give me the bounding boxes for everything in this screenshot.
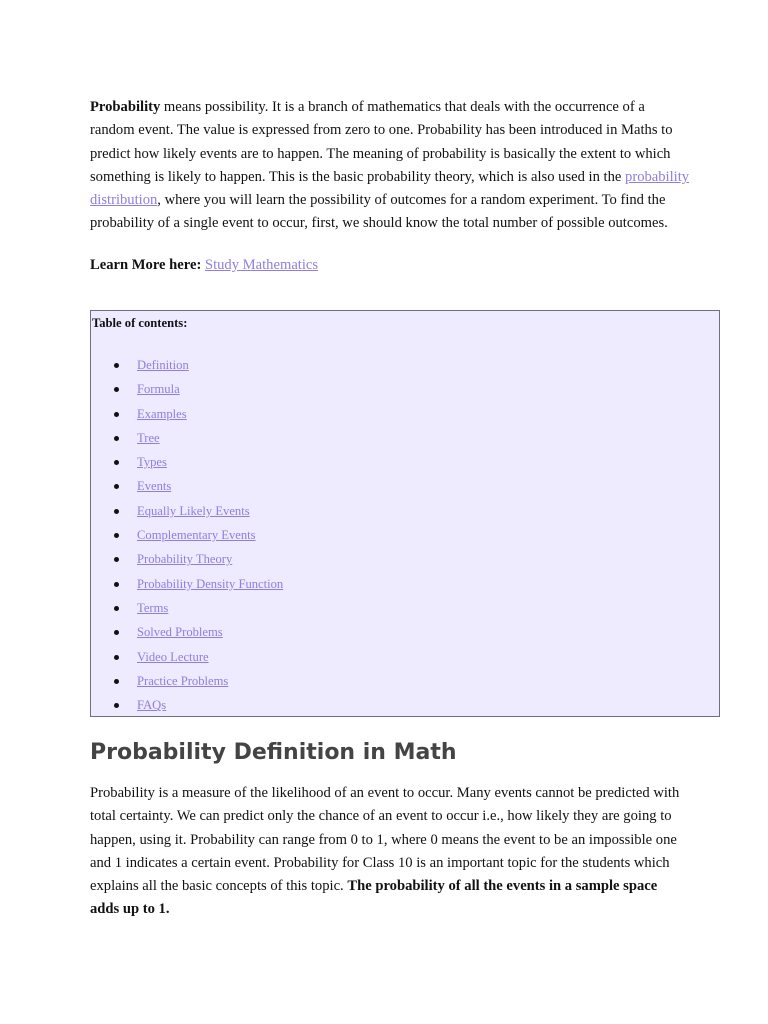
study-mathematics-link[interactable]: Study Mathematics [204,256,319,273]
bullet-icon [114,703,119,708]
toc-item-faqs [91,693,283,717]
toc-list [91,353,283,717]
learn-more-label: Learn More here: [90,256,202,273]
bullet-icon [114,387,119,392]
toc-link-faqs[interactable]: FAQs [137,698,167,713]
intro-text-after-link: , where you will learn the possibility of outcomes for a random experiment. To find the probability of a single event to occur, first, we should know the total number of possible outcomes. [90,192,668,232]
toc-link-equally-likely-events[interactable]: Equally Likely Events [137,503,250,518]
bullet-icon [114,484,119,489]
definition-heading: Probability Definition in Math [90,740,457,765]
intro-text-before-link: means possibility. It is a branch of mathematics that deals with the occurrence of a random event. The value is expressed from zero to one. Probability has been introduced in Maths to predict how likely events are to happen. The meaning of probability is basically the extent to which something is likely to happen. This is the basic probability theory, which is also used in the [90,99,673,185]
intro-block [90,96,690,277]
bullet-icon [114,557,119,562]
toc-item-formula [91,377,283,401]
toc-item-probability-density-function [91,572,283,596]
bullet-icon [114,460,119,465]
bullet-icon [114,533,119,538]
toc-link-terms[interactable]: Terms [137,600,169,615]
toc-item-solved-problems [91,620,283,644]
toc-item-video-lecture [91,645,283,669]
bullet-icon [114,412,119,417]
toc-link-solved-problems[interactable]: Solved Problems [137,625,223,640]
toc-link-complementary-events[interactable]: Complementary Events [137,528,256,543]
toc-item-equally-likely-events [91,499,283,523]
intro-paragraph [90,96,690,236]
toc-link-formula[interactable]: Formula [137,382,180,397]
bullet-icon [114,363,119,368]
toc-link-events[interactable]: Events [137,479,172,494]
bullet-icon [114,582,119,587]
toc-item-probability-theory [91,547,283,571]
table-of-contents [90,310,720,717]
definition-text: Probability is a measure of the likelihood of an event to occur. Many events cannot be predicted with total certainty. We can predict only the chance of an event to occur i.e., how likely they are going to happen, using it. Probability can range from 0 to 1, where 0 means the event to be an impossible one and 1 indicates a certain event. Probability for Class 10 is an important topic for the students which explains all the basic concepts of this topic. [90,785,680,895]
learn-more-line [90,254,690,277]
toc-link-tree[interactable]: Tree [137,430,160,445]
toc-link-probability-density-function[interactable]: Probability Density Function [137,576,284,591]
toc-link-examples[interactable]: Examples [137,406,187,421]
toc-item-events [91,474,283,498]
toc-item-terms [91,596,283,620]
definition-paragraph [90,782,690,922]
toc-item-practice-problems [91,669,283,693]
toc-item-examples [91,402,283,426]
probability-distribution-link[interactable]: probability distribution [90,168,690,209]
bullet-icon [114,630,119,635]
intro-lead-bold: Probability [90,99,161,115]
toc-item-tree [91,426,283,450]
bullet-icon [114,679,119,684]
toc-link-types[interactable]: Types [137,455,167,470]
toc-link-probability-theory[interactable]: Probability Theory [137,552,233,567]
bullet-icon [114,606,119,611]
toc-item-definition [91,353,283,377]
definition-bold-text: The probability of all the events in a sample space adds up to 1. [90,878,658,918]
bullet-icon [114,655,119,660]
bullet-icon [114,509,119,514]
toc-link-practice-problems[interactable]: Practice Problems [137,673,229,688]
toc-link-definition[interactable]: Definition [137,358,189,372]
definition-block [90,782,690,922]
toc-item-types [91,450,283,474]
toc-item-complementary-events [91,523,283,547]
toc-title: Table of contents: [92,316,188,330]
toc-link-video-lecture[interactable]: Video Lecture [137,649,209,664]
bullet-icon [114,436,119,441]
